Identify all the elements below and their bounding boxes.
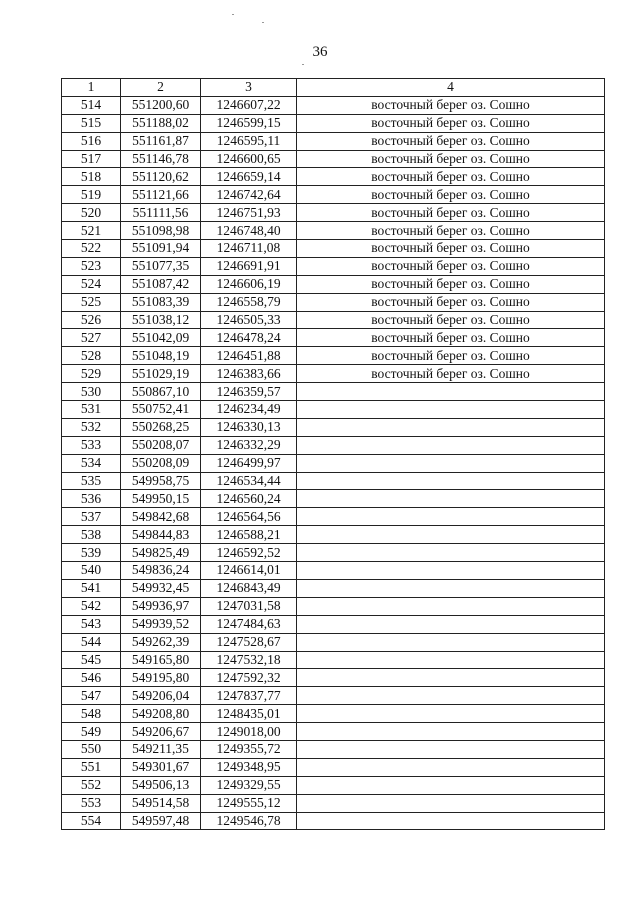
table-row [62,544,605,562]
table-cell [297,454,605,472]
table-cell: 533 [62,436,121,454]
table-cell [297,508,605,526]
table-row [62,651,605,669]
table-cell: 549206,67 [121,723,201,741]
table-cell: 1249329,55 [201,776,297,794]
table-cell: 1246478,24 [201,329,297,347]
table-cell: 551077,35 [121,257,201,275]
table-cell: 1247031,58 [201,597,297,615]
table-cell: 520 [62,204,121,222]
table-cell: 554 [62,812,121,830]
table-cell [297,812,605,830]
table-cell [297,526,605,544]
table-cell: 1246599,15 [201,114,297,132]
table-row [62,705,605,723]
table-cell: 532 [62,418,121,436]
table-row [62,383,605,401]
table-cell: 1246558,79 [201,293,297,311]
table-cell [297,562,605,580]
table-header-row [62,79,605,97]
table-cell: 549211,35 [121,740,201,758]
table-row [62,168,605,186]
column-header: 4 [297,79,605,97]
table-cell: 526 [62,311,121,329]
table-cell: восточный берег оз. Сошно [297,311,605,329]
table-cell: 549842,68 [121,508,201,526]
table-cell: 519 [62,186,121,204]
table-cell: 551091,94 [121,240,201,258]
table-cell: 1246595,11 [201,132,297,150]
scan-speck [262,22,264,23]
table-cell: 550 [62,740,121,758]
table-cell: 1246505,33 [201,311,297,329]
table-cell: восточный берег оз. Сошно [297,240,605,258]
table-cell: восточный берег оз. Сошно [297,186,605,204]
table-row [62,311,605,329]
table-cell: 1247484,63 [201,615,297,633]
table-row [62,132,605,150]
table-cell: 549950,15 [121,490,201,508]
table-cell: 546 [62,669,121,687]
table-cell: 531 [62,401,121,419]
table-row [62,150,605,168]
table-cell [297,472,605,490]
table-cell: 1247532,18 [201,651,297,669]
table-cell: 550208,07 [121,436,201,454]
table-cell [297,633,605,651]
table-cell: 1246659,14 [201,168,297,186]
table-cell: 1247528,67 [201,633,297,651]
table-cell: 524 [62,275,121,293]
table-cell: 551120,62 [121,168,201,186]
table-cell: 549939,52 [121,615,201,633]
table-cell: 1246711,08 [201,240,297,258]
table-cell [297,651,605,669]
table-cell [297,705,605,723]
table-cell: 551111,56 [121,204,201,222]
table-cell: 1249018,00 [201,723,297,741]
table-cell [297,490,605,508]
table-row [62,329,605,347]
table-cell: 551038,12 [121,311,201,329]
table-cell: 534 [62,454,121,472]
table-cell: восточный берег оз. Сошно [297,204,605,222]
table-cell: восточный берег оз. Сошно [297,96,605,114]
table-cell: 551188,02 [121,114,201,132]
table-cell: 551098,98 [121,222,201,240]
table-cell: 547 [62,687,121,705]
table-cell: 1246564,56 [201,508,297,526]
table-cell: 549936,97 [121,597,201,615]
table-cell: 1246592,52 [201,544,297,562]
table-cell: 549208,80 [121,705,201,723]
column-header: 1 [62,79,121,97]
column-header: 2 [121,79,201,97]
table-cell: 1246560,24 [201,490,297,508]
table-row [62,186,605,204]
table-cell: 538 [62,526,121,544]
table-cell: 549195,80 [121,669,201,687]
table-row [62,669,605,687]
table-cell: 514 [62,96,121,114]
table-cell: 1247592,32 [201,669,297,687]
table-row [62,812,605,830]
table-cell: 542 [62,597,121,615]
table-cell: 528 [62,347,121,365]
scan-speck [232,14,234,15]
table-cell: 518 [62,168,121,186]
table-cell: 544 [62,633,121,651]
table-cell: 549825,49 [121,544,201,562]
table-row [62,562,605,580]
table-cell: 1249355,72 [201,740,297,758]
table-cell: 1246534,44 [201,472,297,490]
table-cell [297,740,605,758]
table-cell: 549932,45 [121,579,201,597]
table-cell: восточный берег оз. Сошно [297,257,605,275]
table-cell [297,723,605,741]
table-row [62,740,605,758]
table-cell: 537 [62,508,121,526]
table-row [62,240,605,258]
table-cell [297,669,605,687]
table-cell: 523 [62,257,121,275]
table-row [62,293,605,311]
table-cell: 517 [62,150,121,168]
table-cell: восточный берег оз. Сошно [297,222,605,240]
table-cell: 1246451,88 [201,347,297,365]
table-cell: 551121,66 [121,186,201,204]
table-row [62,597,605,615]
table-cell: 1246748,40 [201,222,297,240]
table-row [62,365,605,383]
table-cell [297,597,605,615]
table-cell: 541 [62,579,121,597]
table-cell: 549958,75 [121,472,201,490]
table-cell [297,383,605,401]
table-cell: 515 [62,114,121,132]
table-row [62,275,605,293]
table-cell: 551146,78 [121,150,201,168]
table-row [62,579,605,597]
table-cell: 551048,19 [121,347,201,365]
table-cell: восточный берег оз. Сошно [297,150,605,168]
table-cell: 551042,09 [121,329,201,347]
table-row [62,418,605,436]
table-cell: 1246383,66 [201,365,297,383]
table-cell: 1246600,65 [201,150,297,168]
table-cell: восточный берег оз. Сошно [297,275,605,293]
table-cell: 553 [62,794,121,812]
table-cell [297,758,605,776]
table-cell: 536 [62,490,121,508]
table-cell: 539 [62,544,121,562]
table-row [62,526,605,544]
table-cell: восточный берег оз. Сошно [297,347,605,365]
table-cell [297,579,605,597]
table-row [62,401,605,419]
table-row [62,723,605,741]
table-row [62,794,605,812]
table-row [62,436,605,454]
table-cell: 1249348,95 [201,758,297,776]
table-row [62,454,605,472]
table-cell: восточный берег оз. Сошно [297,132,605,150]
table-row [62,687,605,705]
table-cell: 551029,19 [121,365,201,383]
table-cell: восточный берег оз. Сошно [297,168,605,186]
table-row [62,257,605,275]
page-number: 36 [312,44,328,60]
table-cell: 529 [62,365,121,383]
table-cell: 548 [62,705,121,723]
table-cell [297,776,605,794]
scan-speck [302,64,304,65]
table-cell: 1246234,49 [201,401,297,419]
table-cell: 522 [62,240,121,258]
table-cell: 1249555,12 [201,794,297,812]
table-row [62,222,605,240]
table-cell: 551083,39 [121,293,201,311]
table-cell: 551161,87 [121,132,201,150]
table-cell: 540 [62,562,121,580]
table-row [62,347,605,365]
table-row [62,508,605,526]
table-cell [297,794,605,812]
table-cell [297,418,605,436]
table-cell: 1246691,91 [201,257,297,275]
table-row [62,204,605,222]
table-cell: 1246742,64 [201,186,297,204]
table-row [62,472,605,490]
table-cell: 549844,83 [121,526,201,544]
table-cell: 1246499,97 [201,454,297,472]
table-cell: 549836,24 [121,562,201,580]
table-row [62,114,605,132]
table-cell: 550208,09 [121,454,201,472]
table-cell: 552 [62,776,121,794]
table-cell: 1248435,01 [201,705,297,723]
table-cell: 1246607,22 [201,96,297,114]
table-cell: 543 [62,615,121,633]
table-cell: 550268,25 [121,418,201,436]
table-cell: 1246359,57 [201,383,297,401]
table-cell: 1246606,19 [201,275,297,293]
table-row [62,615,605,633]
table-cell: 1246751,93 [201,204,297,222]
table-row [62,490,605,508]
table-row [62,633,605,651]
table-cell: восточный берег оз. Сошно [297,114,605,132]
table-cell: восточный берег оз. Сошно [297,293,605,311]
table-cell [297,544,605,562]
table-cell: 1247837,77 [201,687,297,705]
table-cell: 551087,42 [121,275,201,293]
table-cell: 1246614,01 [201,562,297,580]
table-row [62,758,605,776]
table-cell: 550867,10 [121,383,201,401]
table-cell: 535 [62,472,121,490]
table-row [62,776,605,794]
table-cell: 1246843,49 [201,579,297,597]
table-cell: 549514,58 [121,794,201,812]
table-cell: 545 [62,651,121,669]
table-cell [297,401,605,419]
table-cell: восточный берег оз. Сошно [297,365,605,383]
column-header: 3 [201,79,297,97]
table-cell: 1249546,78 [201,812,297,830]
table-cell: 551200,60 [121,96,201,114]
table-cell: 549206,04 [121,687,201,705]
table-cell: 549 [62,723,121,741]
table-cell: 549262,39 [121,633,201,651]
table-cell [297,687,605,705]
table-cell: 521 [62,222,121,240]
table-cell [297,436,605,454]
table-cell: восточный берег оз. Сошно [297,329,605,347]
table-cell: 549301,67 [121,758,201,776]
table-row [62,96,605,114]
table-cell: 551 [62,758,121,776]
table-cell [297,615,605,633]
table-cell: 516 [62,132,121,150]
table-cell: 549165,80 [121,651,201,669]
table-cell: 549597,48 [121,812,201,830]
table-cell: 549506,13 [121,776,201,794]
coordinates-table [61,78,605,830]
table-cell: 1246588,21 [201,526,297,544]
table-cell: 550752,41 [121,401,201,419]
table-cell: 525 [62,293,121,311]
table-cell: 527 [62,329,121,347]
table-body [62,96,605,830]
table-cell: 1246332,29 [201,436,297,454]
table-cell: 1246330,13 [201,418,297,436]
table-cell: 530 [62,383,121,401]
